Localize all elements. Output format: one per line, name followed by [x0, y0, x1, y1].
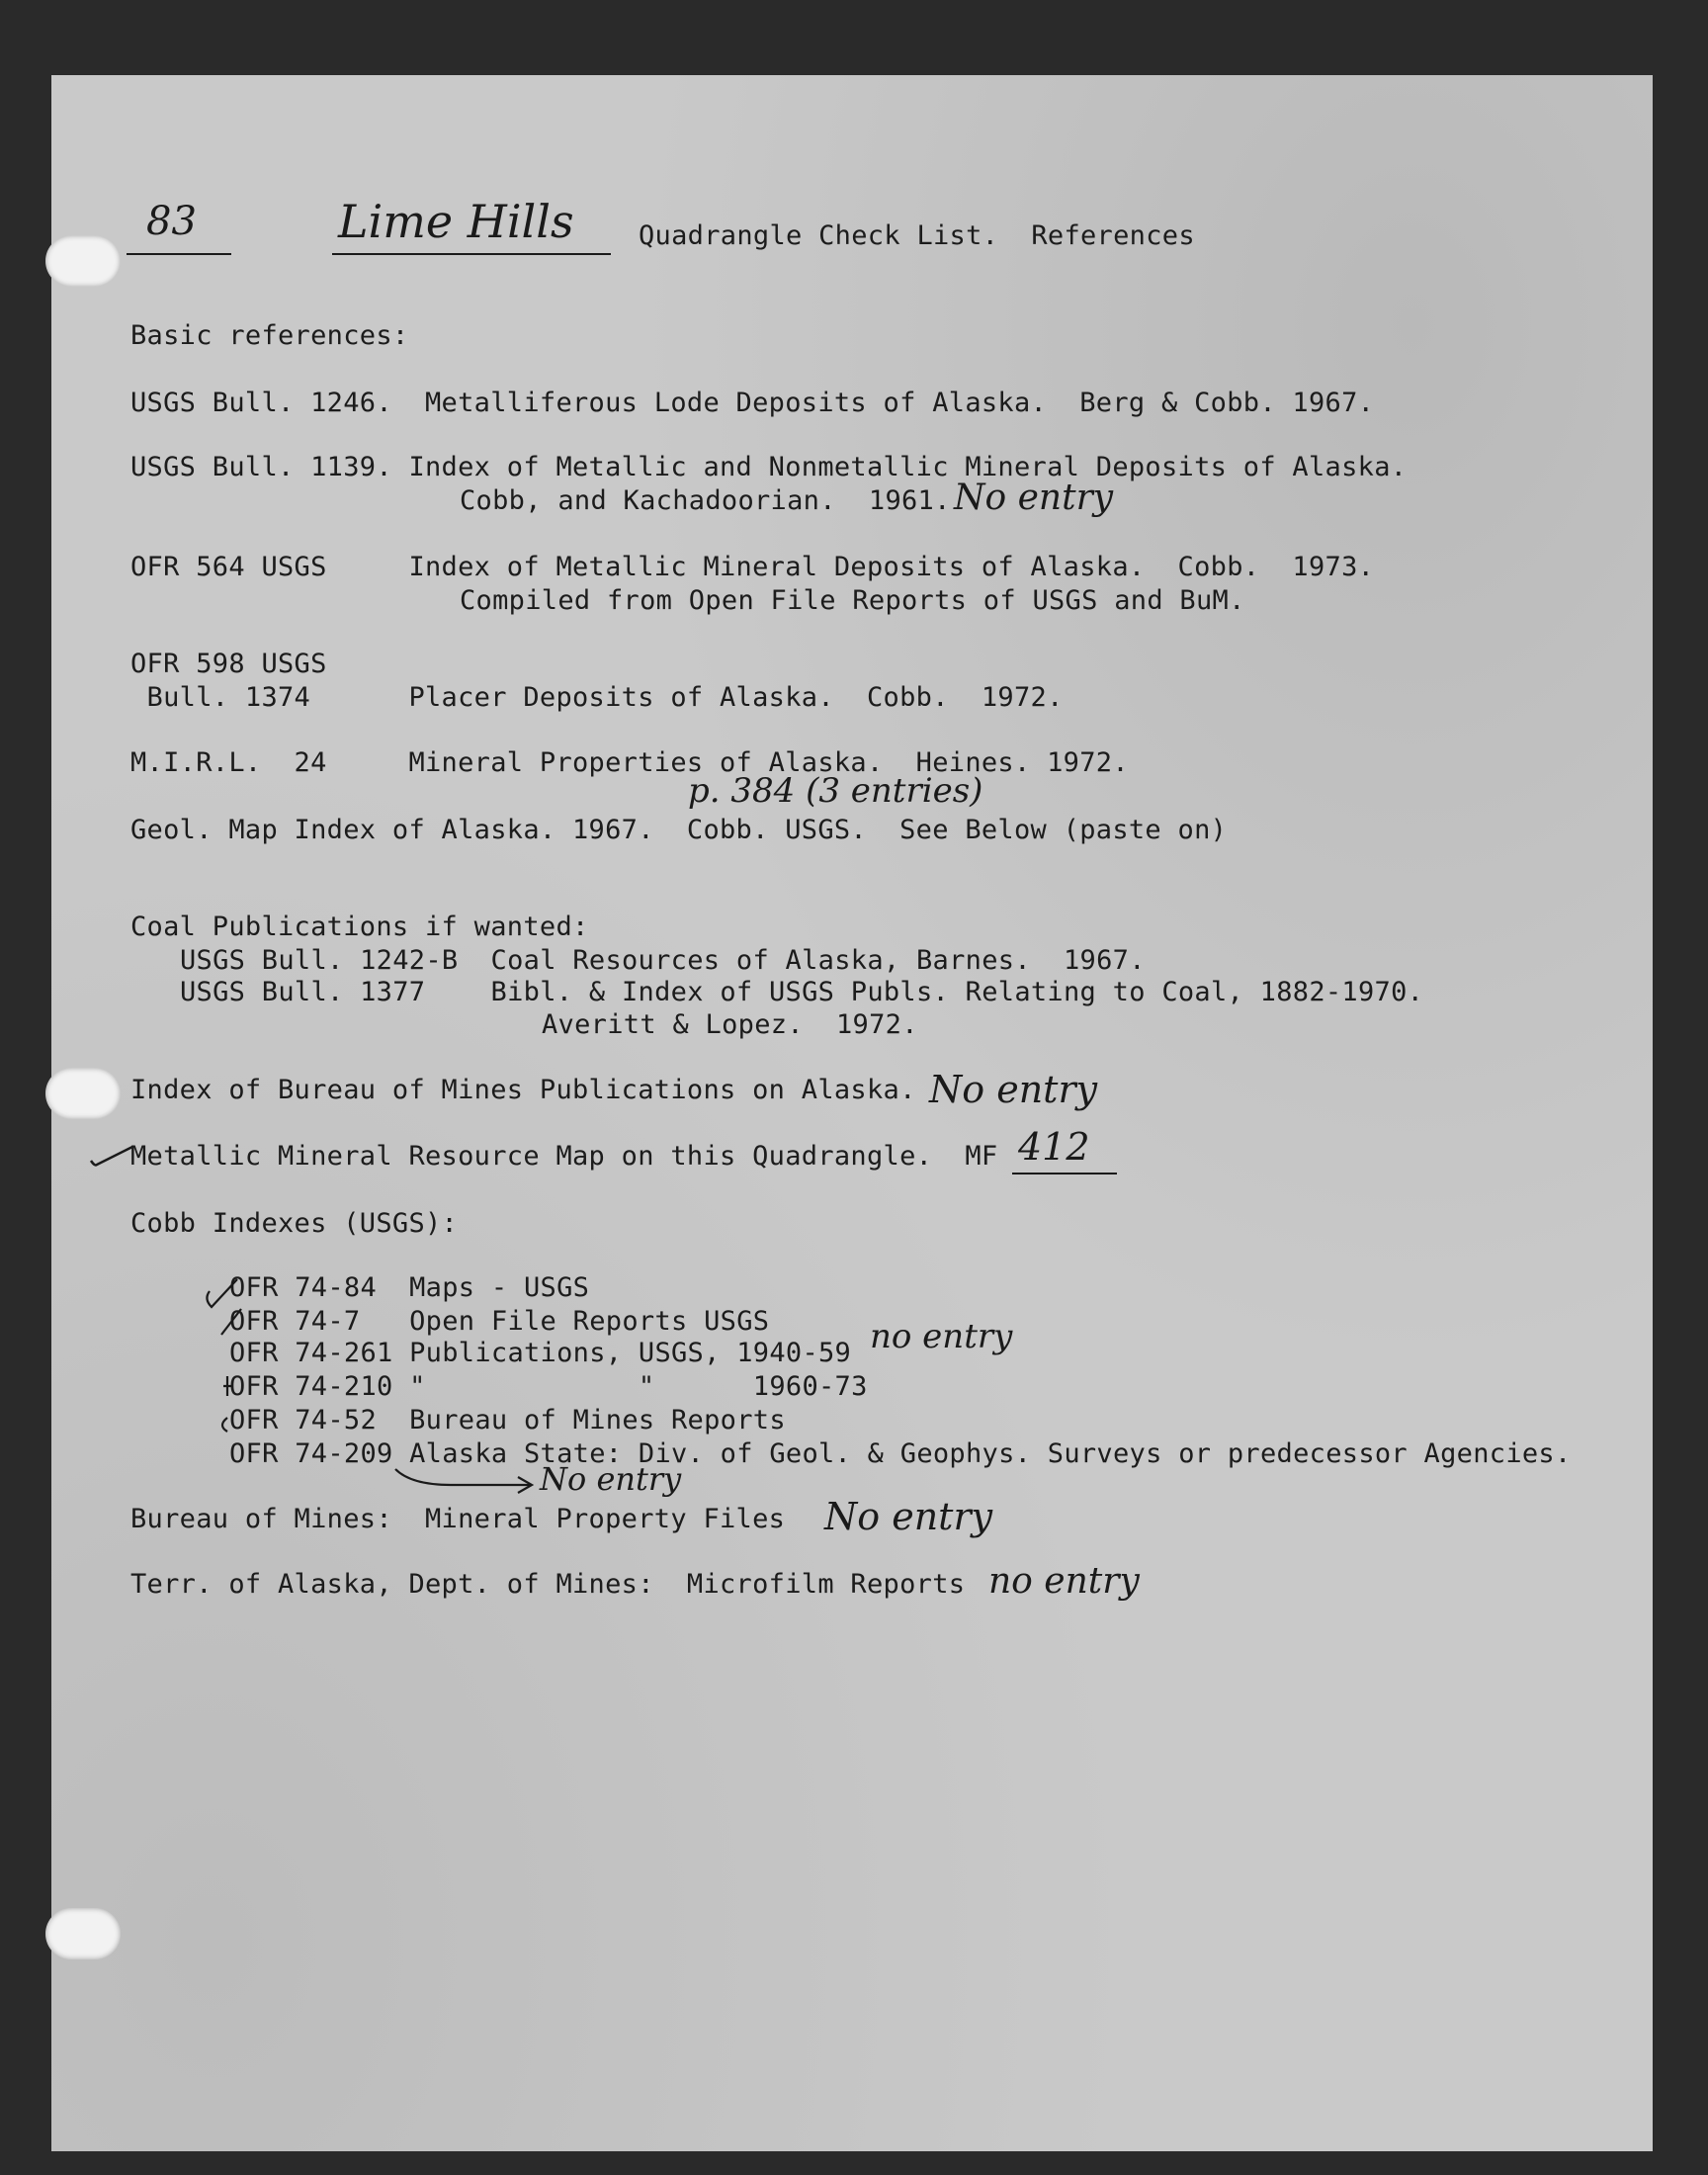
coal-bull-1377: USGS Bull. 1377 Bibl. & Index of USGS Publs. Relating to Coal, 1882-1970.: [180, 977, 1424, 1007]
bureau-mines-index: Index of Bureau of Mines Publications on Alaska.: [130, 1075, 916, 1105]
name-underline: [332, 253, 611, 255]
document-page: [51, 75, 1653, 2151]
reference-bull-1139: USGS Bull. 1139. Index of Metallic and Nonmetallic Mineral Deposits of Alaska.: [130, 452, 1408, 482]
coal-bull-1377-authors: Averitt & Lopez. 1972.: [542, 1009, 918, 1040]
quadrangle-number: 83: [146, 199, 197, 244]
handwritten-no-entry-bureau-index: No entry: [929, 1068, 1098, 1111]
handwritten-no-entry-74-261: no entry: [870, 1317, 1013, 1356]
handwritten-no-entry-property-files: No entry: [824, 1495, 993, 1538]
handwritten-page-note: p. 384 (3 entries): [688, 771, 983, 811]
cobb-indexes-heading: Cobb Indexes (USGS):: [130, 1208, 459, 1239]
territory-microfilm-reports: Terr. of Alaska, Dept. of Mines: Microfilm Reports: [130, 1569, 966, 1600]
cobb-ofr-74-7: OFR 74-7 Open File Reports USGS: [229, 1306, 770, 1337]
metallic-mineral-map-line: Metallic Mineral Resource Map on this Quadrangle. MF: [130, 1141, 998, 1172]
basic-references-heading: Basic references:: [130, 320, 409, 351]
binder-hole-top: [45, 235, 121, 287]
reference-bull-1374: Bull. 1374 Placer Deposits of Alaska. Cobb. 1972.: [130, 682, 1064, 713]
coal-bull-1242b: USGS Bull. 1242-B Coal Resources of Alaska, Barnes. 1967.: [180, 945, 1146, 976]
cobb-ofr-74-210: OFR 74-210 " " 1960-73: [229, 1371, 868, 1402]
cobb-ofr-74-261: OFR 74-261 Publications, USGS, 1940-59: [229, 1338, 852, 1368]
reference-ofr-598: OFR 598 USGS: [130, 649, 327, 679]
handwritten-mf-number: 412: [1018, 1125, 1090, 1169]
check-mark-icon: [87, 1143, 136, 1173]
bureau-mines-property-files: Bureau of Mines: Mineral Property Files: [130, 1504, 786, 1534]
number-underline: [127, 253, 231, 255]
handwritten-no-entry-74-209: No entry: [540, 1460, 682, 1498]
cobb-ofr-74-209: OFR 74-209 Alaska State: Div. of Geol. & Geophys. Surveys or predecessor Agencies.: [229, 1438, 1572, 1469]
reference-bull-1139-authors: Cobb, and Kachadoorian. 1961.: [460, 485, 951, 516]
reference-geol-map-index: Geol. Map Index of Alaska. 1967. Cobb. USGS. See Below (paste on): [130, 815, 1228, 845]
binder-hole-bottom: [45, 1908, 121, 1959]
coal-publications-heading: Coal Publications if wanted:: [130, 912, 589, 942]
handwritten-no-entry-1139: No entry: [954, 478, 1114, 518]
cobb-ofr-74-52: OFR 74-52 Bureau of Mines Reports: [229, 1405, 786, 1436]
check-marks-icon: [198, 1269, 297, 1447]
reference-bull-1246: USGS Bull. 1246. Metalliferous Lode Deposits of Alaska. Berg & Cobb. 1967.: [130, 388, 1375, 418]
handwritten-no-entry-microfilm: no entry: [988, 1561, 1140, 1602]
binder-hole-middle: [45, 1068, 121, 1119]
reference-mirl-24: M.I.R.L. 24 Mineral Properties of Alaska. Heines. 1972.: [130, 747, 1129, 778]
quadrangle-name: Lime Hills: [338, 195, 574, 248]
reference-ofr-564: OFR 564 USGS Index of Metallic Mineral Deposits of Alaska. Cobb. 1973.: [130, 552, 1375, 582]
cobb-ofr-74-84: OFR 74-84 Maps - USGS: [229, 1272, 590, 1303]
reference-ofr-564-note: Compiled from Open File Reports of USGS and BuM.: [460, 585, 1245, 616]
page-title: Quadrangle Check List. References: [639, 220, 1195, 251]
arrow-icon: [391, 1461, 540, 1501]
mf-underline: [1012, 1173, 1117, 1174]
